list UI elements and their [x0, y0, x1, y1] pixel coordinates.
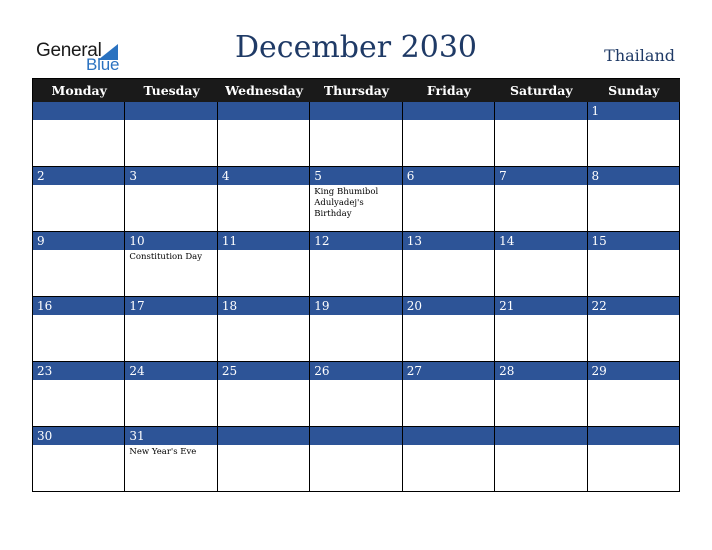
day-cell: [33, 297, 125, 362]
day-number-band: [33, 362, 124, 380]
day-number-band: [495, 362, 586, 380]
day-number: 2: [37, 169, 45, 183]
day-cell: [588, 427, 680, 492]
day-number: 13: [406, 234, 422, 248]
day-number-band: [218, 362, 309, 380]
day-number-band: [125, 362, 216, 380]
day-cell: [125, 427, 217, 492]
day-number-band: [588, 232, 679, 250]
day-number-band: [310, 297, 401, 315]
week-row: [33, 427, 680, 492]
day-number-band: [588, 362, 679, 380]
day-cell: [218, 427, 310, 492]
week-row: [33, 102, 680, 167]
week-row: [33, 297, 680, 362]
day-cell: [33, 232, 125, 297]
day-number-band: [310, 232, 401, 250]
day-number-band: [218, 102, 309, 120]
day-number: 11: [221, 234, 238, 248]
day-cell: [33, 427, 125, 492]
holiday-label: King Bhumibol Adulyadej's Birthday: [314, 187, 379, 219]
day-cell: [218, 102, 310, 167]
day-number: 31: [129, 429, 145, 443]
day-number: 8: [591, 169, 600, 183]
holiday-label: New Year's Eve: [129, 447, 197, 457]
day-cell: [403, 362, 495, 427]
day-number: 9: [37, 234, 45, 248]
day-cell: [588, 362, 680, 427]
day-number-band: [310, 362, 401, 380]
day-number-band: [403, 297, 494, 315]
page-title: December 2030: [235, 30, 477, 65]
day-cell: [495, 232, 587, 297]
day-number: 3: [129, 169, 138, 183]
logo-word-blue: Blue: [86, 55, 120, 74]
day-number: 12: [314, 234, 330, 248]
day-number: 10: [129, 234, 145, 248]
day-number: 17: [129, 299, 145, 313]
day-cell: [218, 232, 310, 297]
day-number: 15: [591, 234, 607, 248]
day-number-band: [403, 167, 494, 185]
day-number: 7: [499, 169, 507, 183]
day-cell: [125, 297, 217, 362]
day-cell: [310, 102, 402, 167]
day-number-band: [588, 427, 679, 445]
day-cell: [495, 362, 587, 427]
day-number-band: [33, 167, 124, 185]
day-number-band: [495, 427, 586, 445]
day-cell: [218, 167, 310, 232]
day-number: 27: [406, 364, 422, 378]
day-number-band: [588, 102, 679, 120]
holiday-label: Constitution Day: [129, 252, 203, 262]
day-cell: [310, 427, 402, 492]
day-cell: [588, 297, 680, 362]
weekday-sunday: Sunday: [608, 83, 660, 98]
day-number: 16: [37, 299, 53, 313]
day-cell: [495, 297, 587, 362]
day-cell: [125, 362, 217, 427]
day-number: 18: [221, 299, 238, 313]
weekday-friday: Friday: [426, 83, 471, 98]
day-cell: [218, 362, 310, 427]
day-cell: [33, 102, 125, 167]
day-cell: [403, 427, 495, 492]
day-cell: [403, 232, 495, 297]
weekday-saturday: Saturday: [509, 83, 573, 98]
day-number-band: [218, 232, 309, 250]
weekday-monday: Monday: [51, 83, 107, 98]
day-number-band: [310, 427, 401, 445]
day-number-band: [495, 297, 586, 315]
day-cell: [588, 232, 680, 297]
day-number-band: [403, 362, 494, 380]
day-number: 21: [499, 299, 515, 313]
week-row: [33, 167, 680, 232]
day-number-band: [495, 167, 586, 185]
day-number-band: [495, 232, 586, 250]
day-number-band: [125, 167, 216, 185]
day-number: 5: [314, 169, 322, 183]
day-number: 6: [406, 169, 415, 183]
day-cell: [33, 167, 125, 232]
day-number-band: [218, 427, 309, 445]
day-cell: [495, 102, 587, 167]
day-number: 22: [591, 299, 607, 313]
day-cell: [403, 297, 495, 362]
weekday-tuesday: Tuesday: [143, 83, 200, 98]
day-number-band: [125, 427, 216, 445]
day-number: 24: [129, 364, 145, 378]
day-number: 26: [314, 364, 330, 378]
day-number: 1: [591, 104, 600, 118]
day-cell: [495, 427, 587, 492]
day-number-band: [125, 102, 216, 120]
calendar-grid: [32, 78, 680, 492]
day-number-band: [218, 297, 309, 315]
logo-word-general: General: [36, 40, 102, 61]
day-cell: [495, 167, 587, 232]
day-cell: [310, 297, 402, 362]
weekday-thursday: Thursday: [323, 83, 390, 98]
day-number-band: [310, 102, 401, 120]
day-number-band: [125, 297, 216, 315]
day-number-band: [33, 102, 124, 120]
day-cell: [125, 167, 217, 232]
day-number-band: [125, 232, 216, 250]
day-cell: [33, 362, 125, 427]
day-number-band: [588, 297, 679, 315]
day-number: 4: [221, 169, 230, 183]
weekday-header: [33, 79, 680, 102]
day-number-band: [33, 427, 124, 445]
day-cell: [310, 167, 402, 232]
day-number: 20: [406, 299, 422, 313]
day-cell: [588, 102, 680, 167]
day-number: 23: [37, 364, 53, 378]
day-number-band: [33, 297, 124, 315]
day-number-band: [33, 232, 124, 250]
country-label: Thailand: [604, 46, 675, 65]
day-cell: [125, 232, 217, 297]
day-number-band: [310, 167, 401, 185]
day-number: 28: [499, 364, 515, 378]
week-row: [33, 232, 680, 297]
day-number: 29: [591, 364, 607, 378]
day-number: 30: [37, 429, 53, 443]
day-cell: [125, 102, 217, 167]
calendar-weeks: [33, 102, 680, 492]
day-cell: [403, 102, 495, 167]
day-number: 14: [499, 234, 515, 248]
weekday-wednesday: Wednesday: [225, 83, 303, 98]
day-number-band: [588, 167, 679, 185]
day-number-band: [403, 102, 494, 120]
day-number: 25: [221, 364, 238, 378]
day-cell: [588, 167, 680, 232]
week-row: [33, 362, 680, 427]
day-cell: [218, 297, 310, 362]
day-number-band: [403, 427, 494, 445]
day-cell: [310, 232, 402, 297]
day-cell: [403, 167, 495, 232]
day-number-band: [403, 232, 494, 250]
day-cell: [310, 362, 402, 427]
day-number: 19: [314, 299, 330, 313]
day-number-band: [218, 167, 309, 185]
day-number-band: [495, 102, 586, 120]
